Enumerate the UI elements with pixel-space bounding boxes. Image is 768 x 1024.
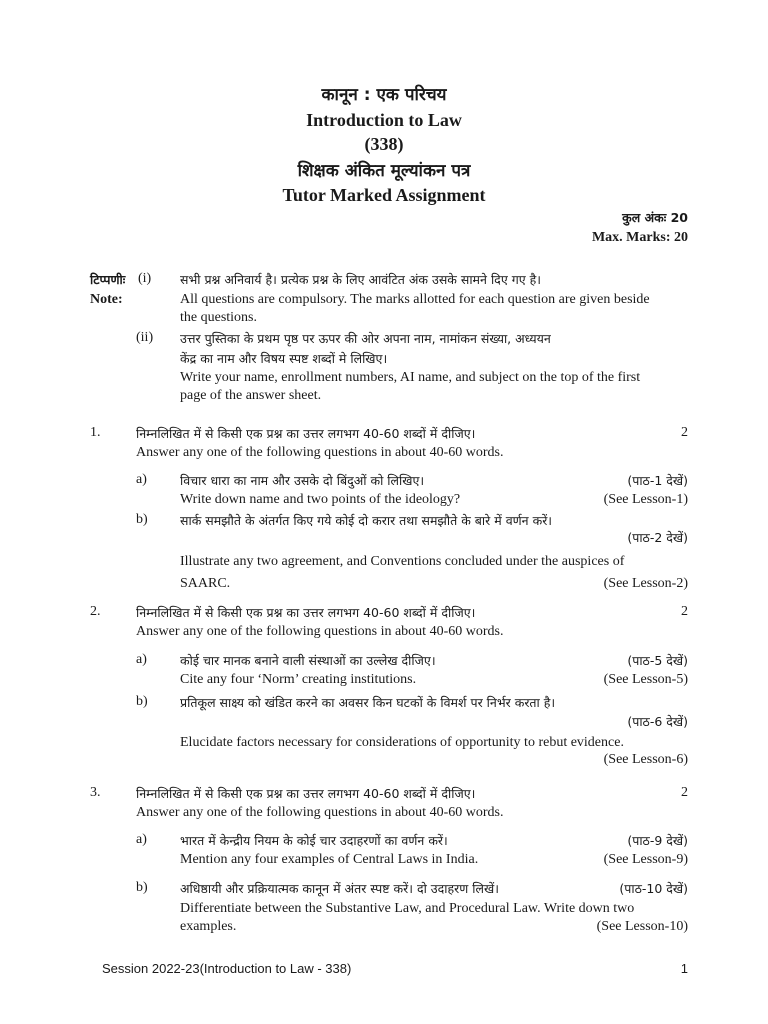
q1b-label: b)	[136, 512, 148, 527]
q3a-english: Mention any four examples of Central Laws in India.	[180, 852, 479, 867]
q1b-english-line2: SAARC.	[180, 576, 231, 591]
q3-marks: 2	[681, 785, 688, 800]
q2b-label: b)	[136, 694, 148, 709]
note-ii-english-line1: Write your name, enrollment numbers, AI name, and subject on the top of the first	[180, 370, 641, 385]
q1a-ref-english: (See Lesson-1)	[603, 492, 688, 507]
max-marks-english: Max. Marks: 20	[591, 230, 688, 245]
title-english: Introduction to Law	[306, 110, 462, 130]
q3b-ref-hindi: (पाठ-10 देखें)	[619, 881, 688, 896]
q1a-english: Write down name and two points of the ideology?	[180, 492, 461, 507]
note-label-english: Note:	[90, 292, 123, 307]
note-ii-hindi-line1: उत्तर पुस्तिका के प्रथम पृष्ठ पर ऊपर की ओर अपना नाम, नामांकन संख्या, अध्ययन	[180, 331, 551, 346]
note-i-english-line2: the questions.	[180, 310, 257, 325]
q3-number: 3.	[90, 785, 101, 800]
note-label-hindi: टिप्पणीः	[90, 272, 126, 287]
q1b-ref-english: (See Lesson-2)	[603, 576, 688, 591]
q1-marks: 2	[681, 425, 688, 440]
note-i-english-line1: All questions are compulsory. The marks allotted for each question are given beside	[180, 292, 650, 307]
title-hindi: कानून : एक परिचय	[321, 85, 447, 105]
q1a-hindi: विचार धारा का नाम और उसके दो बिंदुओं को लिखिए।	[180, 473, 425, 488]
q1b-english-line1: Illustrate any two agreement, and Conventions concluded under the auspices of	[180, 554, 625, 569]
q1-instruction-hindi: निम्नलिखित में से किसी एक प्रश्न का उत्तर लगभग 40-60 शब्दों में दीजिए।	[136, 426, 476, 441]
subtitle-hindi: शिक्षक अंकित मूल्यांकन पत्र	[297, 161, 471, 181]
q1-number: 1.	[90, 425, 101, 440]
q1-instruction-english: Answer any one of the following questions in about 40-60 words.	[136, 445, 504, 460]
q3-instruction-english: Answer any one of the following questions in about 40-60 words.	[136, 805, 504, 820]
q2-marks: 2	[681, 604, 688, 619]
q2a-english: Cite any four ‘Norm’ creating institutions.	[180, 672, 417, 687]
footer-session: Session 2022-23(Introduction to Law - 338)	[102, 961, 352, 976]
q3b-label: b)	[136, 880, 148, 895]
note-ii-number: (ii)	[136, 330, 154, 345]
note-i-hindi: सभी प्रश्न अनिवार्य है। प्रत्येक प्रश्न के लिए आवंटित अंक उसके सामने दिए गए है।	[180, 272, 542, 287]
q3-instruction-hindi: निम्नलिखित में से किसी एक प्रश्न का उत्तर लगभग 40-60 शब्दों में दीजिए।	[136, 786, 476, 801]
q2a-ref-hindi: (पाठ-5 देखें)	[627, 653, 688, 668]
q2b-english: Elucidate factors necessary for considerations of opportunity to rebut evidence.	[180, 735, 624, 750]
q3a-ref-english: (See Lesson-9)	[603, 852, 688, 867]
q3b-english-line1: Differentiate between the Substantive Law, and Procedural Law. Write down two	[180, 901, 635, 916]
page-number: 1	[680, 961, 688, 976]
q1a-ref-hindi: (पाठ-1 देखें)	[627, 473, 688, 488]
note-ii-hindi-line2: केंद्र का नाम और विषय स्पष्ट शब्दों मे लिखिए।	[180, 351, 388, 366]
q2b-hindi: प्रतिकूल साक्ष्य को खंडित करने का अवसर किन घटकों के विमर्श पर निर्भर करता है।	[180, 695, 556, 710]
q3b-hindi: अधिष्ठायी और प्रक्रियात्मक कानून में अंतर स्पष्ट करें। दो उदाहरण लिखें।	[180, 881, 499, 896]
q2b-ref-hindi: (पाठ-6 देखें)	[627, 714, 688, 729]
q2a-label: a)	[136, 652, 147, 667]
q1a-label: a)	[136, 472, 147, 487]
q1b-hindi: सार्क समझौते के अंतर्गत किए गये कोई दो करार तथा समझौते के बारे में वर्णन करें।	[180, 513, 553, 528]
max-marks-hindi: कुल अंकः 20	[622, 210, 688, 225]
q2b-ref-english: (See Lesson-6)	[603, 752, 688, 767]
note-i-number: (i)	[138, 271, 152, 286]
q3b-ref-english: (See Lesson-10)	[596, 919, 688, 934]
q2-instruction-hindi: निम्नलिखित में से किसी एक प्रश्न का उत्तर लगभग 40-60 शब्दों में दीजिए।	[136, 605, 476, 620]
q2a-ref-english: (See Lesson-5)	[603, 672, 688, 687]
q1b-ref-hindi: (पाठ-2 देखें)	[627, 530, 688, 545]
q2a-hindi: कोई चार मानक बनाने वाली संस्थाओं का उल्लेख दीजिए।	[180, 653, 436, 668]
q3a-hindi: भारत में केन्द्रीय नियम के कोई चार उदाहरणों का वर्णन करें।	[180, 833, 448, 848]
q2-number: 2.	[90, 604, 101, 619]
note-ii-english-line2: page of the answer sheet.	[180, 388, 322, 403]
subtitle-english: Tutor Marked Assignment	[282, 185, 486, 205]
course-code: (338)	[364, 134, 404, 154]
q3a-label: a)	[136, 832, 147, 847]
q3b-english-line2: examples.	[180, 919, 237, 934]
q2-instruction-english: Answer any one of the following questions in about 40-60 words.	[136, 624, 504, 639]
q3a-ref-hindi: (पाठ-9 देखें)	[627, 833, 688, 848]
